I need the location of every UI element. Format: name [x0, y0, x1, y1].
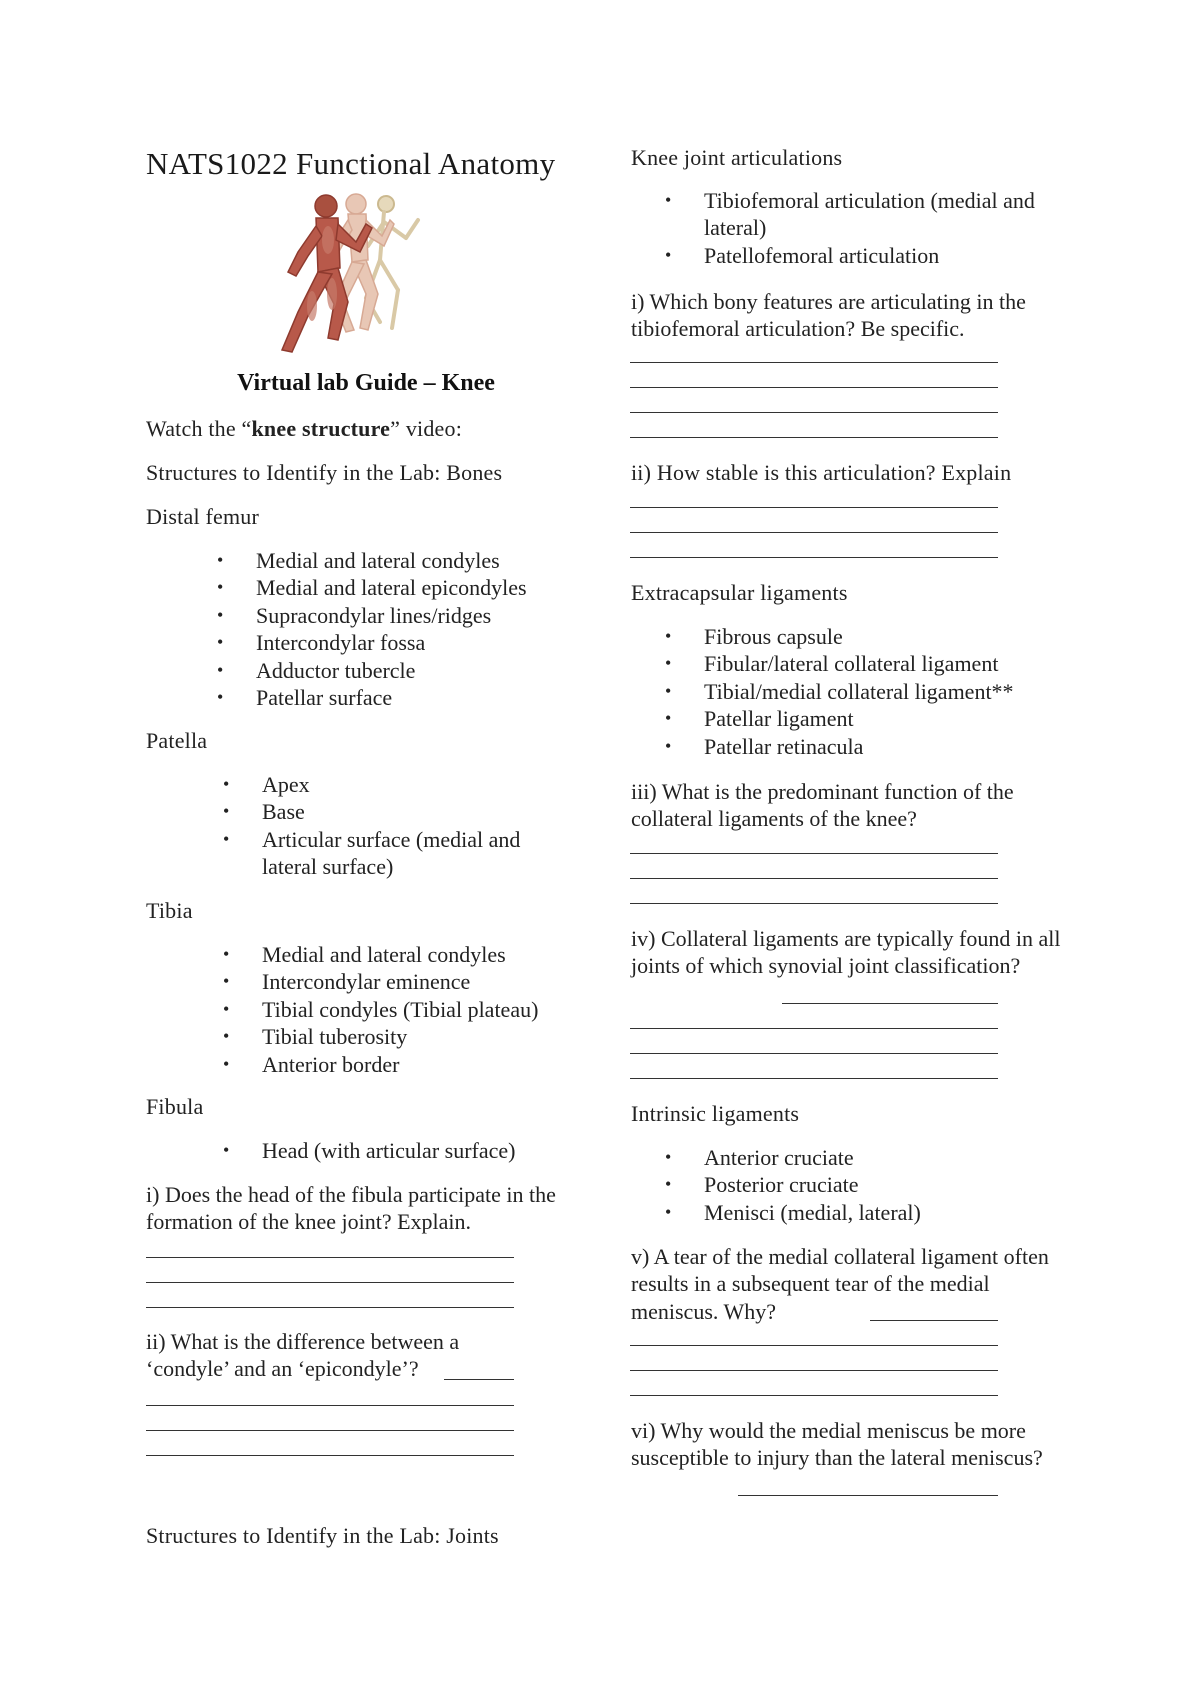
patella-list	[223, 771, 562, 881]
answer-line[interactable]	[630, 1370, 998, 1371]
answer-line[interactable]	[630, 1028, 998, 1029]
fibula-list	[223, 1137, 516, 1164]
list-item: • Patellar ligament	[665, 706, 854, 732]
answer-line[interactable]	[630, 878, 998, 879]
list-item: • Fibular/lateral collateral ligament	[665, 651, 999, 677]
question-bony-features: i) Which bony features are articulating in the tibiofemoral articulation? Be specific.	[631, 289, 1026, 342]
knee-articulations-list	[665, 187, 1044, 269]
answer-line[interactable]	[630, 1395, 998, 1396]
answer-line[interactable]	[630, 387, 998, 388]
answer-line[interactable]	[630, 903, 998, 904]
list-item: • Patellofemoral articulation	[665, 242, 940, 268]
watch-instruction	[146, 415, 462, 443]
running-anatomy-figure-icon	[268, 190, 440, 368]
answer-line[interactable]	[630, 557, 998, 558]
question-fibula: i) Does the head of the fibula participate in the formation of the knee joint? Explain.	[146, 1182, 556, 1235]
question-collateral-function: iii) What is the predominant function of the collateral ligaments of the knee?	[631, 779, 1014, 832]
fibula-heading: Fibula	[146, 1094, 204, 1119]
knee-articulations-heading: Knee joint articulations	[631, 145, 843, 170]
list-item: • Intercondylar fossa	[217, 630, 426, 656]
list-item: • Articular surface (medial and lateral surface)	[223, 826, 521, 880]
answer-line[interactable]	[146, 1307, 514, 1308]
list-item: • Anterior border	[223, 1051, 400, 1077]
patella-heading: Patella	[146, 728, 208, 753]
list-item: • Tibial condyles (Tibial plateau)	[223, 996, 539, 1022]
intrinsic-heading: Intrinsic ligaments	[631, 1101, 800, 1126]
answer-line[interactable]	[782, 1003, 998, 1004]
list-item: • Tibial/medial collateral ligament**	[665, 678, 1014, 704]
list-item: • Medial and lateral epicondyles	[217, 575, 527, 601]
answer-line[interactable]	[146, 1430, 514, 1431]
extracapsular-heading: Extracapsular ligaments	[631, 580, 848, 605]
answer-line[interactable]	[630, 853, 998, 854]
watch-video-title: knee structure	[251, 416, 391, 441]
question-stability: ii) How stable is this articulation? Explain	[631, 460, 1012, 485]
structures-joints-heading: Structures to Identify in the Lab: Joints	[146, 1523, 499, 1548]
tibia-heading: Tibia	[146, 898, 193, 923]
answer-line[interactable]	[630, 437, 998, 438]
list-item: • Intercondylar eminence	[223, 969, 471, 995]
answer-line[interactable]	[630, 1078, 998, 1079]
answer-line[interactable]	[630, 1053, 998, 1054]
list-item: • Tibiofemoral articulation (medial and lateral)	[665, 188, 1035, 241]
list-item: • Adductor tubercle	[217, 657, 416, 683]
question-condyle: ii) What is the difference between a ‘condyle’ and an ‘epicondyle’?	[146, 1329, 460, 1382]
structures-bones-heading: Structures to Identify in the Lab: Bones	[146, 460, 503, 485]
answer-line[interactable]	[630, 362, 998, 363]
list-item: • Anterior cruciate	[665, 1145, 854, 1170]
answer-line[interactable]	[444, 1379, 514, 1380]
watch-suffix: ” video:	[390, 416, 463, 441]
list-item: • Tibial tuberosity	[223, 1024, 408, 1050]
answer-line[interactable]	[630, 412, 998, 413]
document-title: NATS1022 Functional Anatomy	[146, 146, 556, 181]
answer-line[interactable]	[146, 1455, 514, 1456]
watch-prefix: Watch the “	[146, 416, 252, 441]
question-mcl-tear: v) A tear of the medial collateral ligament often results in a subsequent tear of the medial meniscus. Why?	[631, 1244, 1049, 1324]
list-item: • Fibrous capsule	[665, 624, 843, 649]
list-item: • Menisci (medial, lateral)	[665, 1199, 921, 1225]
tibia-list	[223, 941, 539, 1078]
distal-femur-list	[217, 547, 527, 711]
list-item: • Medial and lateral condyles	[217, 548, 500, 573]
list-item: • Base	[223, 799, 305, 825]
list-item: • Patellar surface	[217, 685, 393, 711]
answer-line[interactable]	[870, 1320, 998, 1321]
answer-line[interactable]	[630, 507, 998, 508]
list-item: • Medial and lateral condyles	[223, 942, 506, 967]
distal-femur-heading: Distal femur	[146, 504, 259, 529]
extracapsular-list	[665, 623, 1014, 760]
answer-line[interactable]	[146, 1405, 514, 1406]
question-meniscus-injury: vi) Why would the medial meniscus be more susceptible to injury than the lateral meniscus?	[631, 1418, 1043, 1471]
list-item: • Apex	[223, 772, 310, 797]
list-item: • Supracondylar lines/ridges	[217, 602, 492, 628]
intrinsic-list	[665, 1144, 921, 1226]
answer-line[interactable]	[630, 532, 998, 533]
list-item: • Patellar retinacula	[665, 733, 864, 759]
answer-line[interactable]	[630, 1345, 998, 1346]
answer-line[interactable]	[738, 1495, 998, 1496]
list-item: • Head (with articular surface)	[223, 1138, 516, 1163]
answer-line[interactable]	[146, 1257, 514, 1258]
document-subtitle: Virtual lab Guide – Knee	[237, 370, 495, 396]
answer-line[interactable]	[146, 1282, 514, 1283]
list-item: • Posterior cruciate	[665, 1172, 859, 1198]
question-synovial-classification: iv) Collateral ligaments are typically found in all joints of which synovial joint classification?	[631, 926, 1061, 979]
